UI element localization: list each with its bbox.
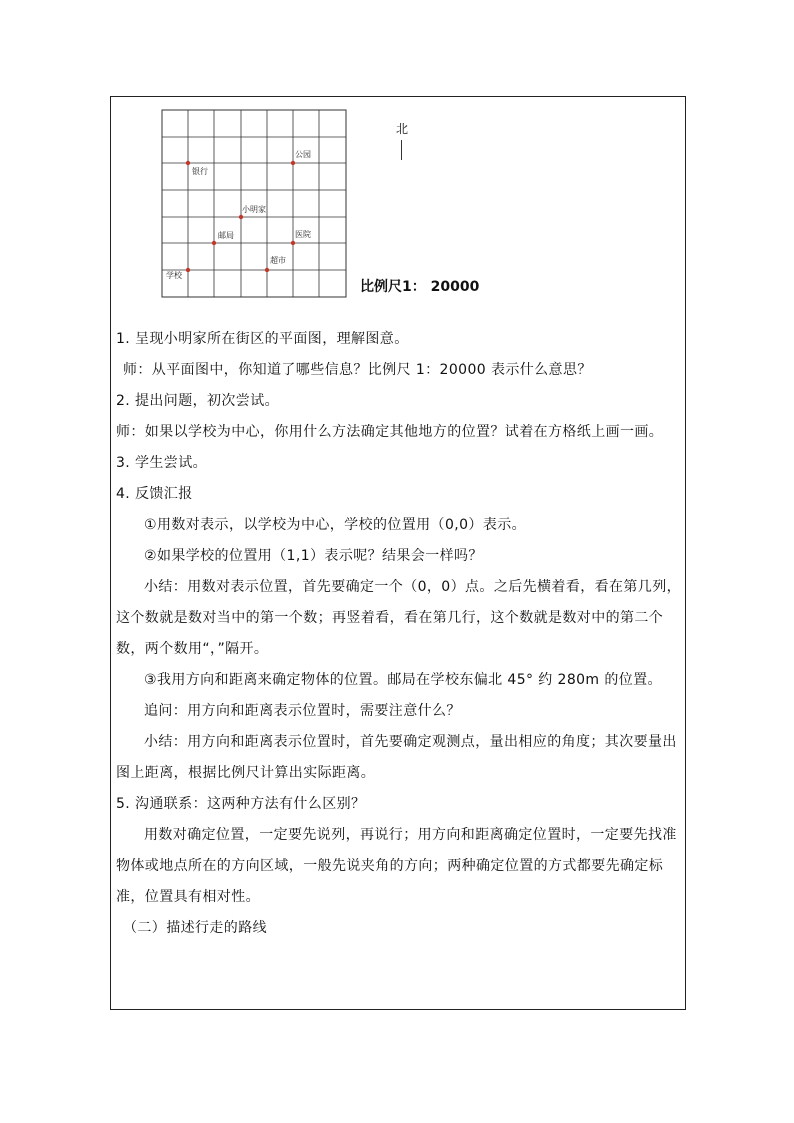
grid-map: [162, 110, 346, 298]
content-p5: 3. 学生尝试。: [116, 455, 208, 471]
post-office-label: 邮局: [218, 231, 234, 240]
hospital-point: [291, 241, 295, 245]
bank-label: 银行: [192, 167, 208, 176]
school-label: 学校: [166, 271, 182, 280]
content-p3: 2. 提出问题，初次尝试。: [116, 393, 280, 409]
content-p9: 小结：用数对表示位置，首先要确定一个（0，0）点。之后先横着看，看在第几列，这个数就是数对当中的第一个数；再竖着看，看在第几行，这个数就是数对中的第二个数，两个数用“，”隔开。: [116, 579, 682, 657]
home-point: [239, 215, 243, 219]
post-office-point: [212, 241, 216, 245]
bank-point: [186, 161, 190, 165]
north-indicator: [392, 120, 412, 170]
hospital-label: 医院: [295, 230, 311, 239]
content-p1: 1. 呈现小明家所在街区的平面图，理解图意。: [116, 331, 409, 347]
supermarket-point: [265, 268, 269, 272]
north-arrow-icon: [401, 140, 402, 160]
content-p7: ①用数对表示，以学校为中心，学校的位置用（0,0）表示。: [144, 517, 527, 533]
content-p8: ②如果学校的位置用（1,1）表示呢？结果会一样吗？: [144, 548, 483, 564]
content-p2: 师：从平面图中，你知道了哪些信息？比例尺 1：20000 表示什么意思？: [123, 362, 592, 378]
supermarket-label: 超市: [270, 256, 286, 265]
content-p10: ③我用方向和距离来确定物体的位置。邮局在学校东偏北 45° 约 280m 的位置。: [144, 672, 662, 688]
north-label: 北: [395, 122, 408, 136]
park-point: [291, 161, 295, 165]
content-p15: （二）描述行走的路线: [123, 920, 267, 936]
lesson-content: [116, 324, 682, 944]
school-point: [186, 268, 190, 272]
content-p14: 用数对确定位置，一定要先说列，再说行；用方向和距离确定位置时，一定要先找准物体或地点所在的方向区域，一般先说夹角的方向；两种确定位置的方式都要先确定标准，位置具有相对性。: [116, 827, 677, 905]
content-p13: 5. 沟通联系：这两种方法有什么区别？: [116, 796, 366, 812]
content-p11: 追问：用方向和距离表示位置时，需要注意什么？: [144, 703, 461, 719]
park-label: 公园: [295, 150, 311, 159]
grid-map-svg: [162, 110, 346, 298]
content-p6: 4. 反馈汇报: [116, 486, 193, 502]
scale-label: 比例尺1： 20000: [360, 279, 480, 295]
content-p4: 师：如果以学校为中心，你用什么方法确定其他地方的位置？试着在方格纸上画一画。: [116, 424, 664, 440]
content-p12: 小结：用方向和距离表示位置时，首先要确定观测点，量出相应的角度；其次要量出图上距离，根据比例尺计算出实际距离。: [116, 734, 677, 781]
home-label: 小明家: [242, 205, 266, 214]
